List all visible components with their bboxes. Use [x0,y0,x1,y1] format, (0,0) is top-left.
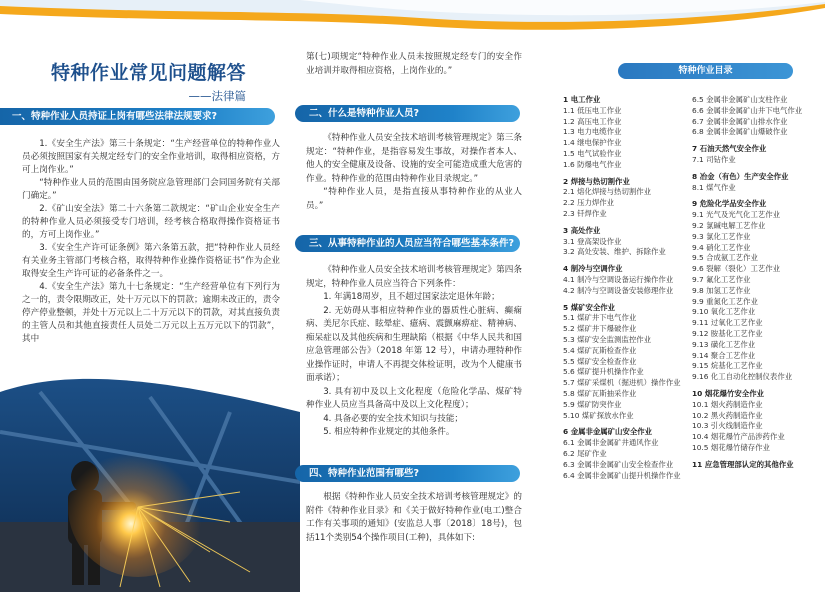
paragraph: 《特种作业人员安全技术培训考核管理规定》第三条规定：“特种作业，是指容易发生事故，对操作者本人、他人的安全健康及设备、设施的安全可能造成重大危害的作业。特种作业的范围由特种作业目录规定。” [306,133,522,184]
toc-category: 10 烟花爆竹安全作业 [692,388,764,398]
section-heading-4: 四、特种作业范围有哪些? [295,465,520,482]
toc-category: 1 电工作业 [563,95,601,104]
requirement-item: 1. 年满18周岁，且不超过国家法定退休年龄； [323,292,500,302]
toc-item: 1.4 继电保护作业 [563,138,622,148]
section-2-body [306,132,522,213]
paragraph: 4.《安全生产法》第九十七条规定：“生产经营单位有下列行为之一的，责令限期改正，处十万元以下的罚款；逾期未改正的，责令停产停业整顿，并处十万元以上二十万元以下的罚款，对其直接负责的主管人员和其他直接责任人员处二万元以上五万元以下的罚款”，其中 [22,282,280,344]
toc-item: 1.5 电气试验作业 [563,148,622,158]
toc-item: 9.6 裂解（裂化）工艺作业 [692,264,781,274]
paragraph: 3.《安全生产许可证条例》第六条第五款，把“特种作业人员经有关业务主管部门考核合格，取得特种作业操作资格证书”作为企业取得安全生产许可证的必备条件之一。 [22,243,280,279]
toc-item: 5.6 煤矿提升机操作作业 [563,367,644,377]
top-swoosh-decoration [0,0,825,40]
toc-item: 9.15 烷基化工艺作业 [692,361,763,371]
toc-item: 5.1 煤矿井下电气作业 [563,313,637,323]
toc-category: 7 石油天然气安全作业 [692,144,767,154]
toc-left-column [563,95,691,481]
toc-item: 10.2 黑火药制造作业 [692,410,763,420]
page-subtitle: ——法律篇 [188,89,246,103]
paragraph: “特种作业人员的范围由国务院应急管理部门会同国务院有关部门确定。” [22,178,280,201]
toc-item: 10.4 烟花爆竹产品涉药作业 [692,432,785,442]
toc-item: 9.10 氧化工艺作业 [692,307,756,317]
toc-item: 9.5 合成氨工艺作业 [692,253,758,263]
section-3-body [306,264,522,440]
requirement-item: 4. 具备必要的安全技术知识与技能； [323,413,464,424]
toc-item: 5.2 煤矿井下爆破作业 [563,324,637,334]
toc-item: 6.2 尾矿作业 [563,448,607,458]
title-block [22,58,277,104]
paragraph: 《特种作业人员安全技术培训考核管理规定》第四条规定，特种作业人员应当符合下列条件： [306,265,522,289]
toc-category: 4 制冷与空调作业 [563,264,623,274]
toc-item: 9.4 硝化工艺作业 [692,242,751,252]
toc-item: 8.1 煤气作业 [692,182,736,192]
toc-item: 9.8 加氢工艺作业 [692,285,751,295]
toc-item: 5.7 煤矿采煤机（掘进机）操作作业 [563,378,681,388]
toc-item: 9.13 磺化工艺作业 [692,339,756,349]
toc-item: 3.2 高处安装、维护、拆除作业 [563,247,666,257]
toc-item: 6.6 金属非金属矿山井下电气作业 [692,105,803,115]
paragraph: 2.《矿山安全法》第二十六条第二款规定：“矿山企业安全生产的特种作业人员必须接受专门培训，经考核合格取得操作资格证书的，方可上岗作业。” [22,204,280,240]
toc-item: 2.3 钎焊作业 [563,208,607,218]
toc-item: 9.11 过氧化工艺作业 [692,318,763,328]
toc-item: 5.10 煤矿探放水作业 [563,410,634,420]
toc-item: 4.1 制冷与空调设备运行操作作业 [563,274,674,284]
toc-item: 10.5 烟花爆竹储存作业 [692,442,770,452]
section-heading-1: 一、特种作业人员持证上岗有哪些法律法规要求? [0,108,275,125]
toc-item: 9.1 光气及光气化工艺作业 [692,210,781,220]
toc-item: 6.8 金属非金属矿山爆破作业 [692,127,788,137]
section-1-continued: 第(七)项规定“特种作业人员未按照规定经专门的安全作业培训并取得相应资格，上岗作业的。” [306,52,522,76]
paragraph: 1.《安全生产法》第三十条规定：“生产经营单位的特种作业人员必须按照国家有关规定经专门的安全作业培训，取得相应资格，方可上岗作业。” [22,139,280,175]
toc-category: 6 金属非金属矿山安全作业 [563,427,653,437]
welder-photo [0,372,300,592]
toc-category: 3 高处作业 [563,225,601,235]
toc-item: 5.3 煤矿安全监测监控作业 [563,334,652,344]
toc-item: 6.7 金属非金属矿山排水作业 [692,116,788,126]
toc-title: 特种作业目录 [618,63,793,79]
toc-item: 9.2 氯碱电解工艺作业 [692,220,766,230]
toc-category: 8 冶金（有色）生产安全作业 [692,171,789,181]
toc-item: 2.2 压力焊作业 [563,198,615,208]
paragraph: “特种作业人员，是指直接从事特种作业的从业人员。” [306,187,522,211]
toc-category: 5 煤矿安全作业 [563,302,616,312]
toc-category: 11 应急管理部认定的其他作业 [692,459,794,469]
toc-item: 9.14 聚合工艺作业 [692,350,756,360]
paragraph: 根据《特种作业人员安全技术培训考核管理规定》的附件《特种作业目录》和《关于做好特种作业(电工)整合工作有关事项的通知》(安监总人事〔2018〕18号)，包括11个类别54个操作项目(工种)，具体如下: [306,492,522,543]
toc-item: 1.6 防爆电气作业 [563,159,622,169]
toc-item: 9.7 氟化工艺作业 [692,274,751,284]
toc-item: 3.1 登高架设作业 [563,236,622,246]
toc-category: 2 焊接与热切割作业 [563,176,630,186]
toc-item: 5.9 煤矿防突作业 [563,399,622,409]
section-1-body [22,138,280,346]
toc-item: 9.12 胺基化工艺作业 [692,328,763,338]
toc-item: 6.5 金属非金属矿山支柱作业 [692,95,788,104]
section-heading-2: 二、什么是特种作业人员? [295,105,520,122]
toc-item: 1.3 电力电缆作业 [563,127,622,137]
toc-item: 6.3 金属非金属矿山安全检查作业 [563,459,674,469]
toc-item: 7.1 司钻作业 [692,154,736,164]
toc-item: 6.1 金属非金属矿井通风作业 [563,438,659,448]
toc-item: 5.8 煤矿瓦斯抽采作业 [563,388,637,398]
toc-item: 1.1 低压电工作业 [563,105,622,115]
toc-item: 9.3 氯化工艺作业 [692,231,751,241]
toc-item: 9.9 重氮化工艺作业 [692,296,758,306]
section-4-body [306,491,522,545]
toc-category: 9 危险化学品安全作业 [692,199,767,209]
toc-item: 5.5 煤矿安全检查作业 [563,356,637,366]
toc-item: 9.16 化工自动化控制仪表作业 [692,372,793,382]
section-heading-3: 三、从事特种作业的人员应当符合哪些基本条件? [295,235,520,252]
requirement-item: 3. 具有初中及以上文化程度（危险化学品、煤矿特种作业人员应当具备高中及以上文化程度）； [306,386,522,410]
requirement-item: 5. 相应特种作业规定的其他条件。 [323,427,455,437]
toc-item: 5.4 煤矿瓦斯检查作业 [563,345,637,355]
toc-item: 2.1 熔化焊接与热切割作业 [563,187,652,197]
requirement-item: 2. 无妨碍从事相应特种作业的器质性心脏病、癫痫病、美尼尔氏症、眩晕症、癔病、震颤麻痹症、精神病、痴呆症以及其他疾病和生理缺陷（根据《中华人民共和国应急管理部公告》（2018 年第 12 号），申请办理特种作业操作证时，申请人不再提交体检证明，改为个人健康书面承诺）； [306,305,522,383]
toc-item: 4.2 制冷与空调设备安装修理作业 [563,285,674,295]
toc-item: 1.2 高压电工作业 [563,116,622,126]
toc-item: 10.3 引火线制造作业 [692,421,763,431]
toc-item: 10.1 烟火药制造作业 [692,399,763,409]
page-title: 特种作业常见问题解答 [50,62,246,84]
toc-right-column [692,95,822,471]
toc-item: 6.4 金属非金属矿山提升机操作作业 [563,470,681,480]
